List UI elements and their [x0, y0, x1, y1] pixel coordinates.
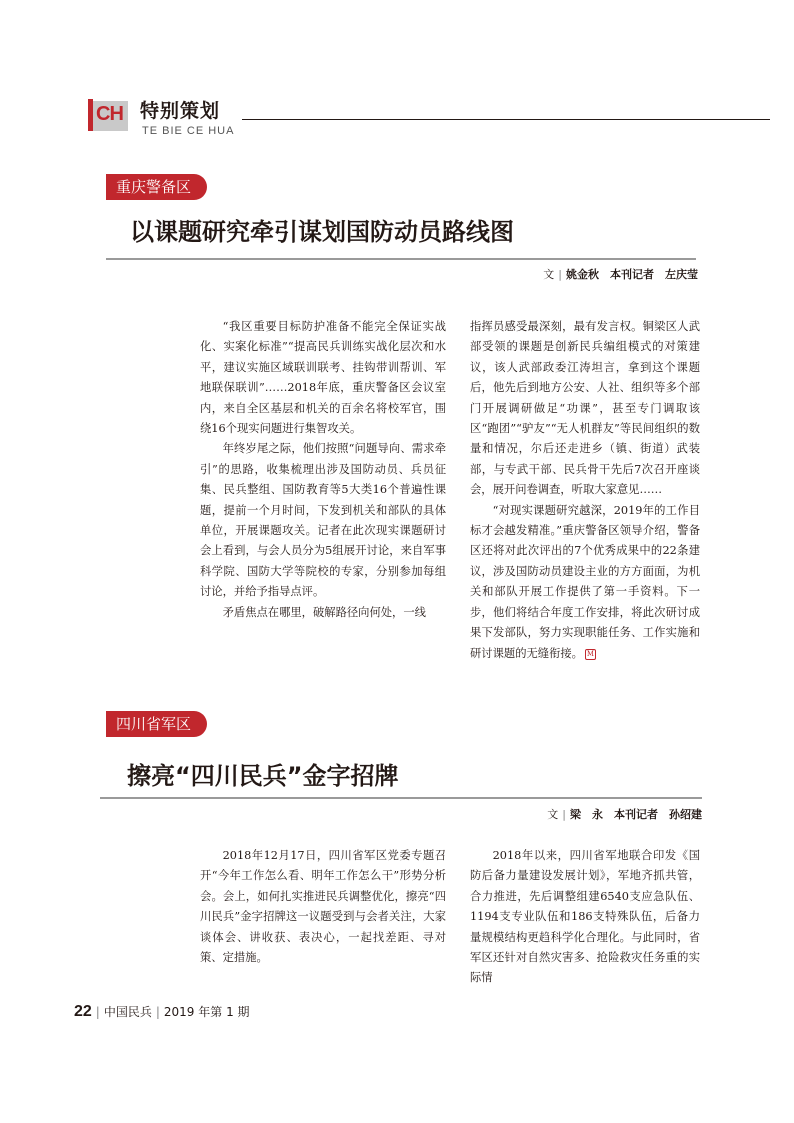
end-mark-icon: M	[586, 649, 595, 658]
article2-byline: 文 | 梁 永 本刊记者 孙绍建	[547, 808, 702, 821]
article2-paragraph: 2018年12月17日，四川省军区党委专题召开“今年工作怎么看、明年工作怎么干”形势分析会。会上，如何扎实推进民兵调整优化，擦亮“四川民兵”金字招牌这一议题受到与会者关注，大家谈体会、讲收获、表决心，一起找差距、寻对策、定措施。	[200, 849, 446, 965]
article1-byline-prefix: 文	[543, 268, 555, 281]
article2-paragraph: 2018年以来，四川省军地联合印发《国防后备力量建设发展计划》，军地齐抓共管，合力推进，先后调整组建6540支应急队伍、1194支专业队伍和186支特殊队伍，后备力量规模结构更趋科学化合理化。与此同时，省军区还针对自然灾害多、抢险救灾任务重的实际情	[470, 849, 700, 985]
page-number: 22	[74, 1003, 92, 1020]
article2-tag: 四川省军区	[106, 711, 207, 737]
article2-title: 擦亮“四川民兵”金字招牌	[127, 762, 399, 790]
section-logo	[88, 97, 128, 133]
section-logo-text: CH	[96, 103, 123, 125]
article1-title: 以课题研究牵引谋划国防动员路线图	[130, 218, 514, 246]
article1-byline: 文 | 姚金秋 本刊记者 左庆莹	[543, 268, 698, 281]
article1-right-column	[470, 317, 700, 664]
article1-paragraph: 矛盾焦点在哪里，破解路径向何处，一线	[222, 605, 426, 619]
article2-right-column	[470, 846, 700, 989]
article1-paragraph: 指挥员感受最深刻，最有发言权。铜梁区人武部受领的课题是创新民兵编组模式的对策建议，该人武部政委江涛坦言，拿到这个课题后，他先后到地方公安、人社、组织等多个部门开展调研做足“功课”，甚至专门调取该区“跑团”“驴友”“无人机群友”等民间组织的数量和情况，尔后还走进乡（镇、街道）武装部，与专武干部、民兵骨干先后7次召开座谈会，展开问卷调查，听取大家意见……	[470, 320, 700, 497]
article1-paragraph: 年终岁尾之际，他们按照“问题导向、需求牵引”的思路，收集梳理出涉及国防动员、兵员征集、民兵整组、国防教育等5大类16个普遍性课题，提前一个月时间，下发到机关和部队的具体单位，开展课题攻关。记者在此次现实课题研讨会上看到，与会人员分为5组展开讨论，来自军事科学院、国防大学等院校的专家，分别参加每组讨论，并给予指导点评。	[200, 442, 446, 599]
article2-title-rule	[100, 797, 702, 799]
article2-byline-names: 梁 永 本刊记者 孙绍建	[570, 808, 702, 821]
article1-paragraph: “我区重要目标防护准备不能完全保证实战化、实案化标准”“提高民兵训练实战化层次和水平，建议实施区域联训联考、挂钩带训帮训、军地联保联训”……2018年底，重庆警备区会议室内，来自全区基层和机关的百余名将校军官，围绕16个现实问题进行集智攻关。	[200, 320, 446, 436]
article2-left-column	[200, 846, 446, 968]
article1-title-rule	[106, 258, 696, 260]
magazine-name: 中国民兵	[103, 1005, 152, 1019]
article1-last-paragraph	[470, 501, 700, 664]
page-footer: 22 | 中国民兵 | 2019 年第 1 期	[74, 1003, 250, 1020]
article2-byline-prefix: 文	[547, 808, 559, 821]
article1-paragraph-text: “对现实课题研究越深，2019年的工作目标才会越发精准。”重庆警备区领导介绍，警备区还将对此次评出的7个优秀成果中的22条建议，涉及国防动员建设主业的方方面面，为机关和部队开展工作提供了第一手资料。下一步，他们将结合年度工作安排，将此次研讨成果下发部队，努力实现职能任务、工作实施和研讨课题的无缝衔接。	[470, 503, 700, 660]
article1-left-column	[200, 317, 446, 623]
section-subtitle: TE BIE CE HUA	[142, 125, 235, 137]
article1-byline-names: 姚金秋 本刊记者 左庆莹	[566, 268, 698, 281]
article1-tag: 重庆警备区	[106, 174, 207, 200]
header-divider	[242, 119, 770, 120]
issue-label: 2019 年第 1 期	[163, 1005, 250, 1019]
section-title: 特别策划	[140, 100, 221, 122]
